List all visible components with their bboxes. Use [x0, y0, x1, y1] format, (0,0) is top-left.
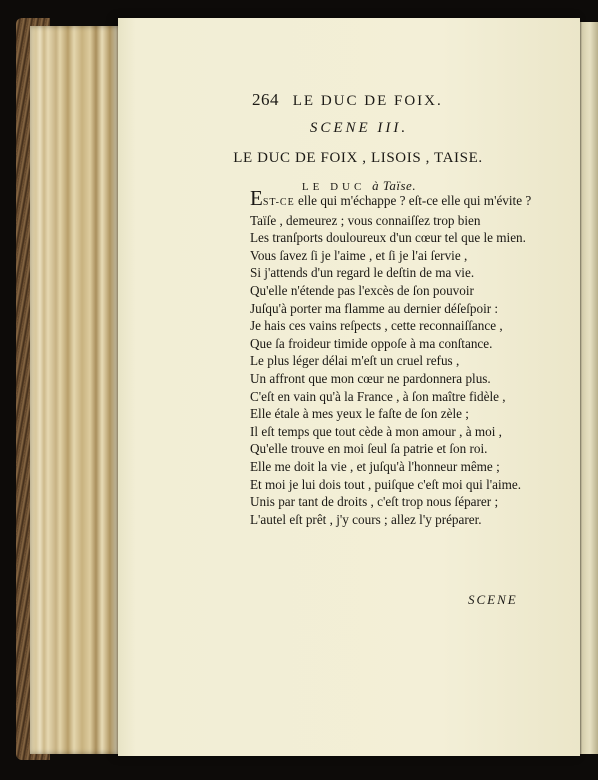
- verse-line: Qu'elle n'étende pas l'excès de ſon pouvoir: [250, 282, 474, 298]
- scene-title: SCENE III.: [309, 120, 409, 136]
- verse-line: Unis par tant de droits , c'eſt trop nous ſéparer ;: [250, 494, 499, 510]
- verse-line: Qu'elle trouve en moi ſeul ſa patrie et ſon roi.: [250, 441, 488, 457]
- catchword: SCENE: [468, 592, 518, 607]
- verse-line: Et moi je lui dois tout , puiſque c'eſt moi qui l'aime.: [250, 476, 522, 492]
- verse-line: C'eſt en vain qu'à la France , à ſon maître fidèle ,: [250, 388, 506, 404]
- verse-line: Taïſe , demeurez ; vous connaiſſez trop bien: [250, 212, 481, 228]
- verse-line: Elle me doit la vie , et juſqu'à l'honneur même ;: [250, 458, 500, 474]
- verse-line: Le plus léger délai m'eſt un cruel refus ,: [250, 353, 460, 369]
- page-number: 264: [252, 90, 279, 109]
- small-caps-word: ST-CE: [262, 197, 295, 208]
- running-title: LE DUC DE FOIX.: [292, 93, 443, 109]
- speaker-name: LE DUC: [301, 181, 366, 193]
- drop-cap: E: [250, 186, 263, 210]
- verse-line: Les tranſports douloureux d'un cœur tel que le mien.: [250, 230, 526, 246]
- verse-line: Si j'attends d'un regard le deſtin de ma vie.: [250, 265, 475, 281]
- scene-characters: LE DUC DE FOIX , LISOIS , TAISE.: [233, 150, 483, 166]
- verse-line: Un affront que mon cœur ne pardonnera plus.: [250, 370, 491, 386]
- verse-line: Il eſt temps que tout cède à mon amour , à moi ,: [250, 423, 502, 439]
- verse-line: Juſqu'à porter ma flamme au dernier déſeſpoir :: [250, 300, 499, 316]
- running-head: [252, 90, 482, 110]
- verse-line: L'autel eſt prêt , j'y cours ; allez l'y préparer.: [250, 511, 482, 527]
- verse-line: Vous ſavez ſi je l'aime , et ſi je l'ai ſervie ,: [250, 247, 468, 263]
- speaker-addressee: à Taïse.: [372, 178, 417, 193]
- verse-line: Que ſa froideur timide oppoſe à ma conſtance.: [250, 335, 493, 351]
- first-line-text: elle qui m'échappe ? eſt-ce elle qui m'évite ?: [294, 193, 532, 208]
- verse-line: Elle étale à mes yeux le faſte de ſon zèle ;: [250, 406, 469, 422]
- verse-line: Je hais ces vains reſpects , cette reconnaiſſance ,: [250, 318, 503, 334]
